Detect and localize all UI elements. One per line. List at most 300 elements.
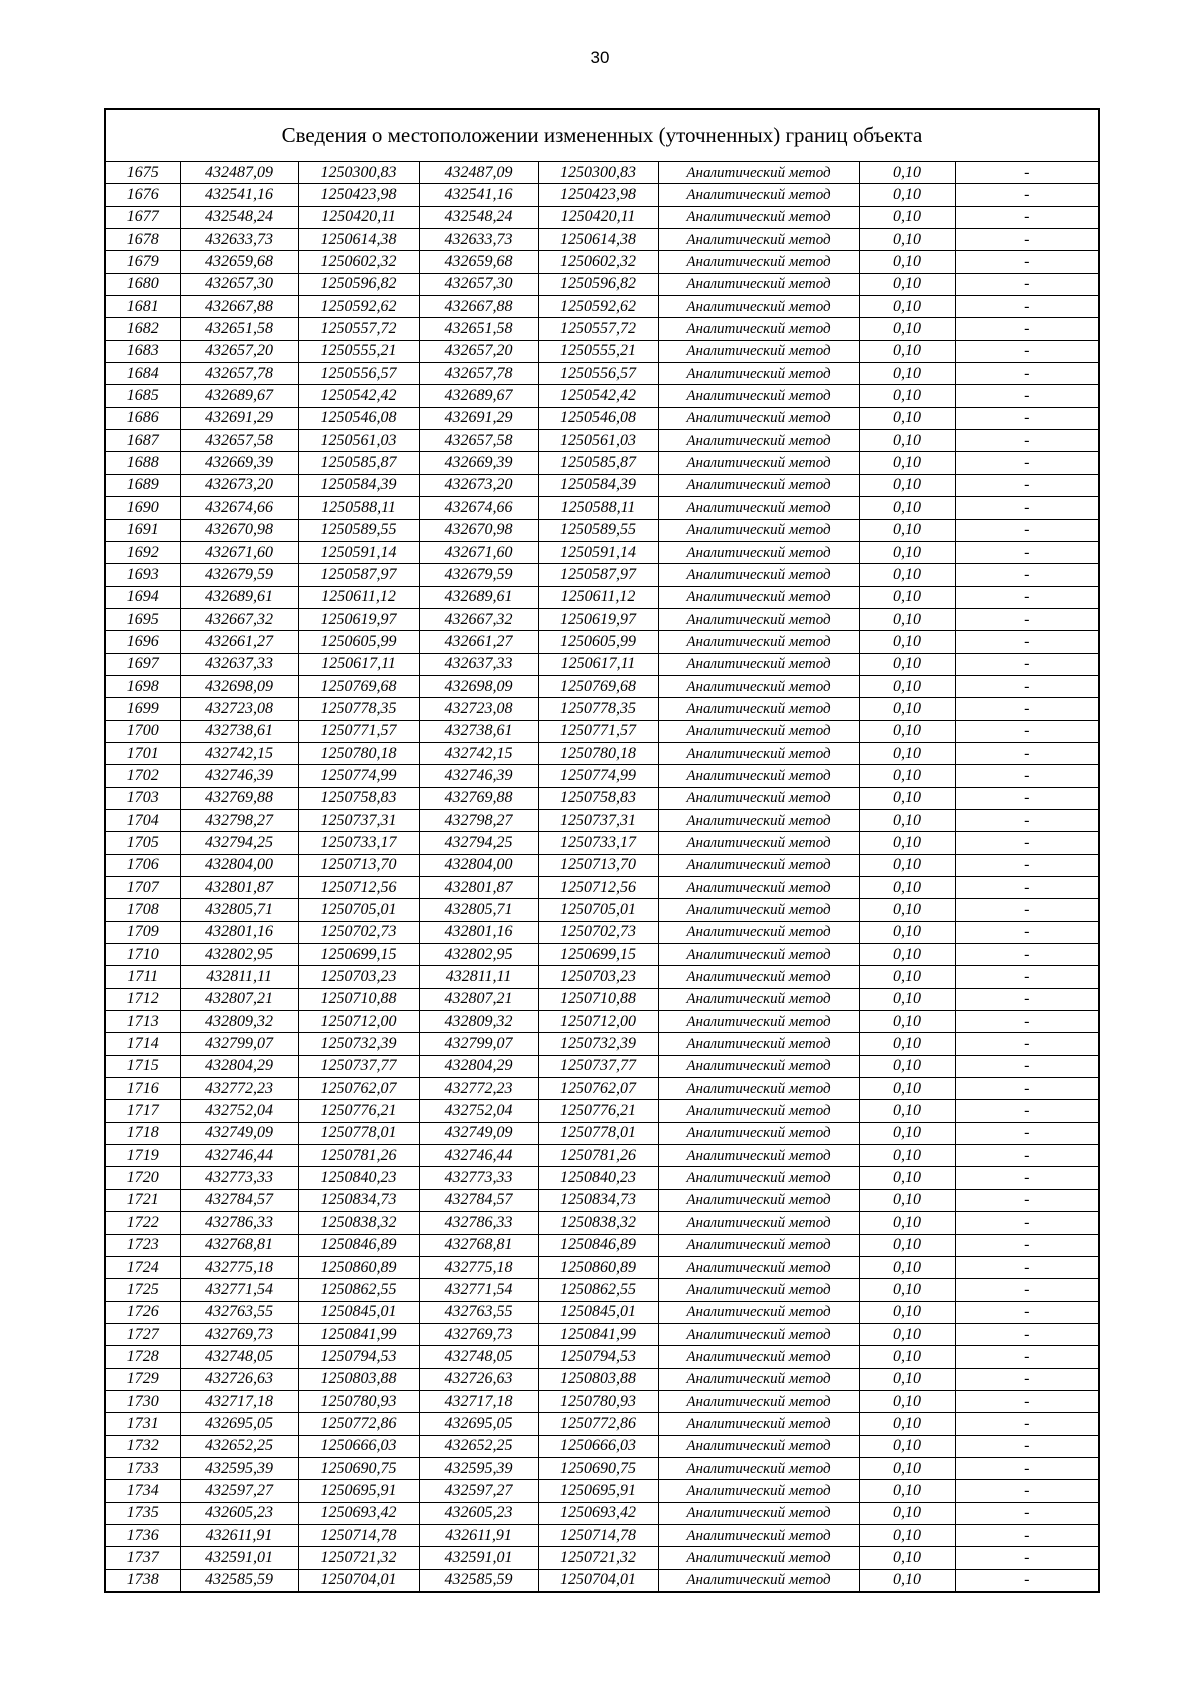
cell-y-new: 1250614,38 <box>538 229 658 251</box>
cell-y-new: 1250420,11 <box>538 206 658 228</box>
cell-x-existing: 432717,18 <box>180 1390 298 1412</box>
cell-y-existing: 1250794,53 <box>298 1346 419 1368</box>
cell-point-number: 1719 <box>105 1145 180 1167</box>
cell-y-existing: 1250841,99 <box>298 1323 419 1345</box>
cell-y-existing: 1250556,57 <box>298 363 419 385</box>
cell-y-new: 1250546,08 <box>538 407 658 429</box>
cell-precision: 0,10 <box>859 1480 955 1502</box>
cell-note: - <box>955 944 1099 966</box>
cell-note: - <box>955 1167 1099 1189</box>
table-row <box>105 1212 1099 1234</box>
cell-note: - <box>955 1234 1099 1256</box>
cell-method: Аналитический метод <box>658 1212 859 1234</box>
cell-point-number: 1677 <box>105 206 180 228</box>
cell-y-new: 1250845,01 <box>538 1301 658 1323</box>
table-row <box>105 1122 1099 1144</box>
cell-method: Аналитический метод <box>658 1457 859 1479</box>
table-row <box>105 340 1099 362</box>
cell-y-existing: 1250772,86 <box>298 1413 419 1435</box>
cell-method: Аналитический метод <box>658 474 859 496</box>
cell-x-new: 432611,91 <box>419 1524 538 1546</box>
cell-note: - <box>955 1390 1099 1412</box>
cell-x-new: 432659,68 <box>419 251 538 273</box>
cell-note: - <box>955 541 1099 563</box>
cell-y-new: 1250710,88 <box>538 988 658 1010</box>
page-number: 30 <box>590 48 610 67</box>
cell-note: - <box>955 1435 1099 1457</box>
cell-x-existing: 432784,57 <box>180 1189 298 1211</box>
cell-note: - <box>955 1055 1099 1077</box>
cell-y-existing: 1250721,32 <box>298 1547 419 1569</box>
cell-y-new: 1250591,14 <box>538 541 658 563</box>
cell-y-new: 1250737,77 <box>538 1055 658 1077</box>
cell-precision: 0,10 <box>859 564 955 586</box>
cell-x-existing: 432698,09 <box>180 675 298 697</box>
cell-x-new: 432748,05 <box>419 1346 538 1368</box>
cell-x-new: 432661,27 <box>419 631 538 653</box>
cell-y-new: 1250542,42 <box>538 385 658 407</box>
cell-x-new: 432799,07 <box>419 1033 538 1055</box>
cell-x-existing: 432752,04 <box>180 1100 298 1122</box>
cell-method: Аналитический метод <box>658 1524 859 1546</box>
cell-x-new: 432633,73 <box>419 229 538 251</box>
cell-precision: 0,10 <box>859 1256 955 1278</box>
table-row <box>105 1301 1099 1323</box>
cell-point-number: 1695 <box>105 608 180 630</box>
cell-y-new: 1250561,03 <box>538 430 658 452</box>
cell-note: - <box>955 832 1099 854</box>
cell-method: Аналитический метод <box>658 296 859 318</box>
cell-method: Аналитический метод <box>658 1390 859 1412</box>
cell-x-existing: 432541,16 <box>180 184 298 206</box>
cell-x-new: 432657,58 <box>419 430 538 452</box>
cell-y-new: 1250556,57 <box>538 363 658 385</box>
cell-note: - <box>955 608 1099 630</box>
table-row <box>105 698 1099 720</box>
table-row <box>105 1167 1099 1189</box>
cell-note: - <box>955 1346 1099 1368</box>
cell-x-new: 432667,32 <box>419 608 538 630</box>
cell-y-existing: 1250803,88 <box>298 1368 419 1390</box>
cell-x-existing: 432748,05 <box>180 1346 298 1368</box>
cell-y-existing: 1250737,77 <box>298 1055 419 1077</box>
table-row <box>105 1256 1099 1278</box>
cell-point-number: 1676 <box>105 184 180 206</box>
cell-point-number: 1692 <box>105 541 180 563</box>
cell-y-new: 1250557,72 <box>538 318 658 340</box>
cell-precision: 0,10 <box>859 988 955 1010</box>
cell-x-existing: 432807,21 <box>180 988 298 1010</box>
table-row <box>105 787 1099 809</box>
cell-precision: 0,10 <box>859 1145 955 1167</box>
table-row <box>105 430 1099 452</box>
cell-note: - <box>955 1011 1099 1033</box>
table-row <box>105 1234 1099 1256</box>
cell-note: - <box>955 809 1099 831</box>
cell-x-new: 432637,33 <box>419 653 538 675</box>
cell-x-new: 432605,23 <box>419 1502 538 1524</box>
cell-x-new: 432768,81 <box>419 1234 538 1256</box>
cell-y-existing: 1250702,73 <box>298 921 419 943</box>
cell-point-number: 1681 <box>105 296 180 318</box>
cell-method: Аналитический метод <box>658 184 859 206</box>
cell-point-number: 1679 <box>105 251 180 273</box>
cell-y-existing: 1250589,55 <box>298 519 419 541</box>
cell-y-new: 1250589,55 <box>538 519 658 541</box>
cell-point-number: 1722 <box>105 1212 180 1234</box>
cell-point-number: 1698 <box>105 675 180 697</box>
cell-x-existing: 432775,18 <box>180 1256 298 1278</box>
cell-method: Аналитический метод <box>658 1502 859 1524</box>
cell-y-existing: 1250695,91 <box>298 1480 419 1502</box>
cell-y-existing: 1250542,42 <box>298 385 419 407</box>
cell-point-number: 1724 <box>105 1256 180 1278</box>
cell-note: - <box>955 162 1099 184</box>
cell-point-number: 1678 <box>105 229 180 251</box>
cell-y-new: 1250555,21 <box>538 340 658 362</box>
cell-point-number: 1715 <box>105 1055 180 1077</box>
cell-precision: 0,10 <box>859 385 955 407</box>
cell-precision: 0,10 <box>859 1390 955 1412</box>
cell-y-new: 1250778,01 <box>538 1122 658 1144</box>
cell-method: Аналитический метод <box>658 318 859 340</box>
cell-method: Аналитический метод <box>658 832 859 854</box>
table-row <box>105 251 1099 273</box>
cell-note: - <box>955 1413 1099 1435</box>
cell-y-new: 1250693,42 <box>538 1502 658 1524</box>
cell-precision: 0,10 <box>859 1413 955 1435</box>
cell-x-new: 432585,59 <box>419 1569 538 1592</box>
cell-method: Аналитический метод <box>658 765 859 787</box>
cell-x-new: 432591,01 <box>419 1547 538 1569</box>
cell-method: Аналитический метод <box>658 899 859 921</box>
cell-x-new: 432794,25 <box>419 832 538 854</box>
cell-note: - <box>955 474 1099 496</box>
cell-y-existing: 1250420,11 <box>298 206 419 228</box>
table-row <box>105 1033 1099 1055</box>
cell-x-existing: 432749,09 <box>180 1122 298 1144</box>
cell-x-existing: 432651,58 <box>180 318 298 340</box>
cell-point-number: 1700 <box>105 720 180 742</box>
cell-point-number: 1708 <box>105 899 180 921</box>
cell-x-existing: 432809,32 <box>180 1011 298 1033</box>
cell-x-new: 432804,29 <box>419 1055 538 1077</box>
cell-method: Аналитический метод <box>658 1256 859 1278</box>
cell-x-new: 432548,24 <box>419 206 538 228</box>
cell-point-number: 1707 <box>105 877 180 899</box>
cell-x-new: 432671,60 <box>419 541 538 563</box>
cell-y-new: 1250733,17 <box>538 832 658 854</box>
cell-y-existing: 1250774,99 <box>298 765 419 787</box>
table-row <box>105 1413 1099 1435</box>
cell-y-existing: 1250611,12 <box>298 586 419 608</box>
cell-note: - <box>955 1323 1099 1345</box>
cell-x-new: 432809,32 <box>419 1011 538 1033</box>
cell-x-new: 432746,44 <box>419 1145 538 1167</box>
cell-note: - <box>955 1547 1099 1569</box>
cell-x-existing: 432679,59 <box>180 564 298 586</box>
cell-method: Аналитический метод <box>658 452 859 474</box>
cell-precision: 0,10 <box>859 675 955 697</box>
cell-note: - <box>955 1301 1099 1323</box>
cell-y-existing: 1250838,32 <box>298 1212 419 1234</box>
table-row <box>105 452 1099 474</box>
cell-note: - <box>955 519 1099 541</box>
cell-point-number: 1713 <box>105 1011 180 1033</box>
cell-note: - <box>955 653 1099 675</box>
cell-x-new: 432669,39 <box>419 452 538 474</box>
cell-y-existing: 1250781,26 <box>298 1145 419 1167</box>
cell-y-new: 1250584,39 <box>538 474 658 496</box>
cell-note: - <box>955 586 1099 608</box>
cell-x-existing: 432657,30 <box>180 273 298 295</box>
cell-y-new: 1250712,00 <box>538 1011 658 1033</box>
cell-x-existing: 432772,23 <box>180 1078 298 1100</box>
table-row <box>105 854 1099 876</box>
cell-y-new: 1250587,97 <box>538 564 658 586</box>
cell-y-new: 1250737,31 <box>538 809 658 831</box>
cell-x-existing: 432670,98 <box>180 519 298 541</box>
cell-x-new: 432657,20 <box>419 340 538 362</box>
cell-x-new: 432772,23 <box>419 1078 538 1100</box>
cell-precision: 0,10 <box>859 1011 955 1033</box>
cell-x-new: 432771,54 <box>419 1279 538 1301</box>
cell-x-new: 432695,05 <box>419 1413 538 1435</box>
cell-y-new: 1250666,03 <box>538 1435 658 1457</box>
table-row <box>105 1480 1099 1502</box>
cell-x-existing: 432674,66 <box>180 497 298 519</box>
cell-point-number: 1706 <box>105 854 180 876</box>
cell-method: Аналитический метод <box>658 877 859 899</box>
cell-y-new: 1250704,01 <box>538 1569 658 1592</box>
cell-x-new: 432651,58 <box>419 318 538 340</box>
cell-note: - <box>955 184 1099 206</box>
cell-y-new: 1250776,21 <box>538 1100 658 1122</box>
cell-note: - <box>955 877 1099 899</box>
cell-note: - <box>955 318 1099 340</box>
table-row <box>105 720 1099 742</box>
cell-point-number: 1682 <box>105 318 180 340</box>
cell-y-existing: 1250561,03 <box>298 430 419 452</box>
cell-y-existing: 1250588,11 <box>298 497 419 519</box>
cell-y-existing: 1250733,17 <box>298 832 419 854</box>
cell-point-number: 1709 <box>105 921 180 943</box>
cell-method: Аналитический метод <box>658 966 859 988</box>
cell-note: - <box>955 497 1099 519</box>
cell-method: Аналитический метод <box>658 787 859 809</box>
table-row <box>105 1368 1099 1390</box>
cell-note: - <box>955 229 1099 251</box>
cell-y-existing: 1250778,01 <box>298 1122 419 1144</box>
cell-point-number: 1717 <box>105 1100 180 1122</box>
cell-point-number: 1734 <box>105 1480 180 1502</box>
cell-x-new: 432773,33 <box>419 1167 538 1189</box>
cell-point-number: 1705 <box>105 832 180 854</box>
cell-method: Аналитический метод <box>658 1167 859 1189</box>
cell-point-number: 1711 <box>105 966 180 988</box>
cell-note: - <box>955 988 1099 1010</box>
cell-y-existing: 1250619,97 <box>298 608 419 630</box>
cell-method: Аналитический метод <box>658 1547 859 1569</box>
table-row <box>105 162 1099 184</box>
cell-note: - <box>955 1569 1099 1592</box>
cell-method: Аналитический метод <box>658 1569 859 1592</box>
cell-note: - <box>955 742 1099 764</box>
cell-x-existing: 432667,88 <box>180 296 298 318</box>
cell-point-number: 1701 <box>105 742 180 764</box>
cell-point-number: 1716 <box>105 1078 180 1100</box>
cell-y-existing: 1250834,73 <box>298 1189 419 1211</box>
cell-method: Аналитический метод <box>658 1122 859 1144</box>
table-row <box>105 631 1099 653</box>
cell-x-new: 432691,29 <box>419 407 538 429</box>
table-row <box>105 586 1099 608</box>
cell-method: Аналитический метод <box>658 407 859 429</box>
cell-precision: 0,10 <box>859 251 955 273</box>
cell-precision: 0,10 <box>859 497 955 519</box>
cell-precision: 0,10 <box>859 966 955 988</box>
cell-x-existing: 432637,33 <box>180 653 298 675</box>
cell-x-new: 432667,88 <box>419 296 538 318</box>
cell-point-number: 1731 <box>105 1413 180 1435</box>
cell-note: - <box>955 631 1099 653</box>
boundary-coordinates-table <box>104 108 1100 1593</box>
cell-x-existing: 432661,27 <box>180 631 298 653</box>
cell-precision: 0,10 <box>859 809 955 831</box>
cell-y-new: 1250617,11 <box>538 653 658 675</box>
cell-method: Аналитический метод <box>658 1033 859 1055</box>
cell-x-new: 432749,09 <box>419 1122 538 1144</box>
cell-x-new: 432798,27 <box>419 809 538 831</box>
cell-point-number: 1685 <box>105 385 180 407</box>
cell-x-existing: 432738,61 <box>180 720 298 742</box>
cell-y-new: 1250780,93 <box>538 1390 658 1412</box>
table-row <box>105 407 1099 429</box>
cell-x-existing: 432673,20 <box>180 474 298 496</box>
cell-method: Аналитический метод <box>658 340 859 362</box>
cell-x-new: 432723,08 <box>419 698 538 720</box>
table-row <box>105 229 1099 251</box>
cell-method: Аналитический метод <box>658 720 859 742</box>
cell-note: - <box>955 1457 1099 1479</box>
table-row <box>105 1569 1099 1592</box>
cell-note: - <box>955 765 1099 787</box>
cell-y-existing: 1250587,97 <box>298 564 419 586</box>
cell-y-existing: 1250758,83 <box>298 787 419 809</box>
cell-x-existing: 432633,73 <box>180 229 298 251</box>
table-row <box>105 899 1099 921</box>
table-row <box>105 742 1099 764</box>
cell-y-new: 1250758,83 <box>538 787 658 809</box>
cell-note: - <box>955 1524 1099 1546</box>
cell-x-new: 432670,98 <box>419 519 538 541</box>
cell-note: - <box>955 720 1099 742</box>
cell-y-new: 1250690,75 <box>538 1457 658 1479</box>
cell-point-number: 1735 <box>105 1502 180 1524</box>
cell-y-existing: 1250605,99 <box>298 631 419 653</box>
table-row <box>105 1078 1099 1100</box>
cell-note: - <box>955 273 1099 295</box>
cell-x-new: 432597,27 <box>419 1480 538 1502</box>
cell-x-existing: 432667,32 <box>180 608 298 630</box>
cell-note: - <box>955 1368 1099 1390</box>
cell-x-existing: 432657,20 <box>180 340 298 362</box>
cell-x-new: 432742,15 <box>419 742 538 764</box>
cell-point-number: 1689 <box>105 474 180 496</box>
cell-precision: 0,10 <box>859 742 955 764</box>
table-row <box>105 966 1099 988</box>
cell-x-existing: 432605,23 <box>180 1502 298 1524</box>
table-row <box>105 497 1099 519</box>
cell-note: - <box>955 1480 1099 1502</box>
cell-precision: 0,10 <box>859 474 955 496</box>
cell-precision: 0,10 <box>859 698 955 720</box>
cell-x-existing: 432597,27 <box>180 1480 298 1502</box>
cell-precision: 0,10 <box>859 631 955 653</box>
cell-method: Аналитический метод <box>658 497 859 519</box>
cell-x-new: 432746,39 <box>419 765 538 787</box>
cell-precision: 0,10 <box>859 184 955 206</box>
table-row <box>105 1279 1099 1301</box>
cell-method: Аналитический метод <box>658 229 859 251</box>
cell-x-existing: 432773,33 <box>180 1167 298 1189</box>
cell-precision: 0,10 <box>859 1055 955 1077</box>
cell-x-existing: 432769,88 <box>180 787 298 809</box>
cell-method: Аналитический метод <box>658 1346 859 1368</box>
cell-x-new: 432784,57 <box>419 1189 538 1211</box>
cell-note: - <box>955 1189 1099 1211</box>
cell-point-number: 1710 <box>105 944 180 966</box>
cell-x-new: 432673,20 <box>419 474 538 496</box>
cell-note: - <box>955 1145 1099 1167</box>
cell-y-existing: 1250780,18 <box>298 742 419 764</box>
cell-point-number: 1675 <box>105 162 180 184</box>
cell-method: Аналитический метод <box>658 631 859 653</box>
cell-x-existing: 432726,63 <box>180 1368 298 1390</box>
table-row <box>105 519 1099 541</box>
cell-point-number: 1688 <box>105 452 180 474</box>
cell-y-existing: 1250712,00 <box>298 1011 419 1033</box>
cell-x-existing: 432689,61 <box>180 586 298 608</box>
cell-precision: 0,10 <box>859 1547 955 1569</box>
cell-method: Аналитический метод <box>658 1078 859 1100</box>
cell-y-new: 1250834,73 <box>538 1189 658 1211</box>
table-row <box>105 921 1099 943</box>
cell-y-new: 1250300,83 <box>538 162 658 184</box>
cell-point-number: 1712 <box>105 988 180 1010</box>
cell-y-existing: 1250860,89 <box>298 1256 419 1278</box>
cell-x-new: 432801,16 <box>419 921 538 943</box>
cell-y-new: 1250846,89 <box>538 1234 658 1256</box>
cell-precision: 0,10 <box>859 162 955 184</box>
cell-precision: 0,10 <box>859 1301 955 1323</box>
cell-precision: 0,10 <box>859 1234 955 1256</box>
cell-note: - <box>955 430 1099 452</box>
cell-method: Аналитический метод <box>658 809 859 831</box>
cell-precision: 0,10 <box>859 608 955 630</box>
cell-point-number: 1723 <box>105 1234 180 1256</box>
cell-x-existing: 432799,07 <box>180 1033 298 1055</box>
table-row <box>105 988 1099 1010</box>
cell-y-existing: 1250591,14 <box>298 541 419 563</box>
cell-y-new: 1250596,82 <box>538 273 658 295</box>
cell-precision: 0,10 <box>859 1279 955 1301</box>
cell-note: - <box>955 452 1099 474</box>
cell-precision: 0,10 <box>859 1033 955 1055</box>
cell-method: Аналитический метод <box>658 1100 859 1122</box>
cell-point-number: 1703 <box>105 787 180 809</box>
cell-x-new: 432689,67 <box>419 385 538 407</box>
